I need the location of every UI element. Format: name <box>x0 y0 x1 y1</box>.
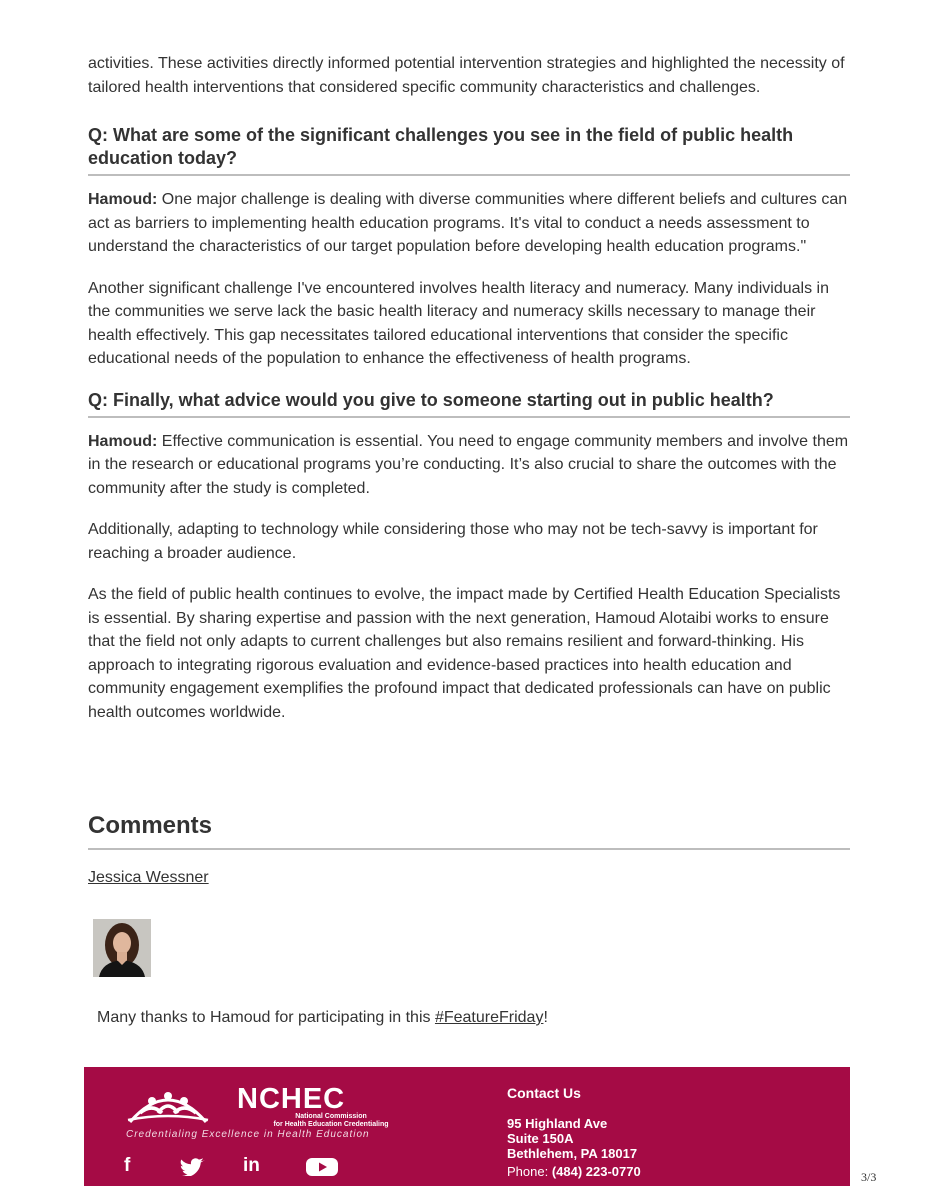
answer-2-continued: Additionally, adapting to technology while considering those who may not be tech-savvy is important for reaching a broader audience. <box>88 521 818 562</box>
closing-paragraph: As the field of public health continues to evolve, the impact made by Certified Health Education Specialists is essential. By sharing expertise and passion with the next generation, Hamoud Alotaibi works to ensure that the field not only adapts to current challenges but also remains resilient and forward-thinking. His approach to integrating rigorous evaluation and evidence-based practices into health education and community engagement exemplifies the profound impact that dedicated professionals can have on public health outcomes worldwide. <box>88 586 841 721</box>
twitter-icon[interactable] <box>180 1158 206 1176</box>
contact-title: Contact Us <box>507 1085 581 1101</box>
divider <box>88 848 850 850</box>
question-1-heading: Q: What are some of the significant challenges you see in the field of public health education today? <box>88 125 794 168</box>
org-name: NCHEC <box>237 1083 346 1115</box>
question-2-heading: Q: Finally, what advice would you give to someone starting out in public health? <box>88 389 774 410</box>
nchec-logo-icon <box>124 1082 212 1130</box>
page-number: 3/3 <box>861 1170 877 1184</box>
contact-address: 95 Highland Ave Suite 150A Bethlehem, PA 18017 <box>507 1116 638 1161</box>
question-2-block <box>88 389 850 725</box>
article-body <box>88 52 850 742</box>
question-1-block <box>88 124 850 371</box>
answer-2-paragraph <box>88 430 850 501</box>
answer-text: Effective communication is essential. You need to engage community members and involve them in the research or educational programs you’re conducting. It’s also crucial to share the outcomes with the community after the study is completed. <box>88 432 849 497</box>
hashtag-link[interactable]: #FeatureFriday <box>434 1009 544 1026</box>
intro-paragraph: activities. These activities directly informed potential intervention strategies and highlighted the necessity of tailored health interventions that considered specific community characteristics and challenges. <box>88 55 845 96</box>
linkedin-icon[interactable]: in <box>243 1155 260 1176</box>
divider <box>88 174 850 176</box>
tagline: Credentialing Excellence in Health Education <box>126 1129 370 1140</box>
comments-title: Comments <box>88 812 213 839</box>
avatar-photo <box>93 919 151 977</box>
comments-section <box>88 812 850 887</box>
facebook-icon[interactable]: f <box>124 1155 131 1176</box>
speaker-label: Hamoud: <box>88 432 158 450</box>
comment-author-link[interactable]: Jessica Wessner <box>88 869 209 886</box>
avatar <box>93 919 151 977</box>
footer-banner <box>84 1067 850 1186</box>
org-full-name: National Commission for Health Education Credentialing <box>273 1113 389 1128</box>
answer-1-paragraph <box>88 188 850 259</box>
answer-1-continued: Another significant challenge I've encountered involves health literacy and numeracy. Many individuals in the communities we serve lack the basic health literacy and numeracy skills necessary to manage their health effectively. This gap necessitates tailored educational interventions that consider the specific educational needs of the population to enhance the effectiveness of health programs. <box>88 279 829 367</box>
contact-phone: Phone: (484) 223-0770 <box>507 1164 641 1179</box>
comment-text: Many thanks to Hamoud for participating in this #FeatureFriday! <box>97 1009 548 1026</box>
speaker-label: Hamoud: <box>88 191 158 208</box>
answer-text: One major challenge is dealing with diverse communities where different beliefs and cultures can act as barriers to implementing health education programs. It's vital to conduct a needs assessment to understand the characteristics of our target population before developing health education programs." <box>88 191 848 255</box>
divider <box>88 416 850 418</box>
youtube-icon[interactable] <box>306 1158 338 1176</box>
